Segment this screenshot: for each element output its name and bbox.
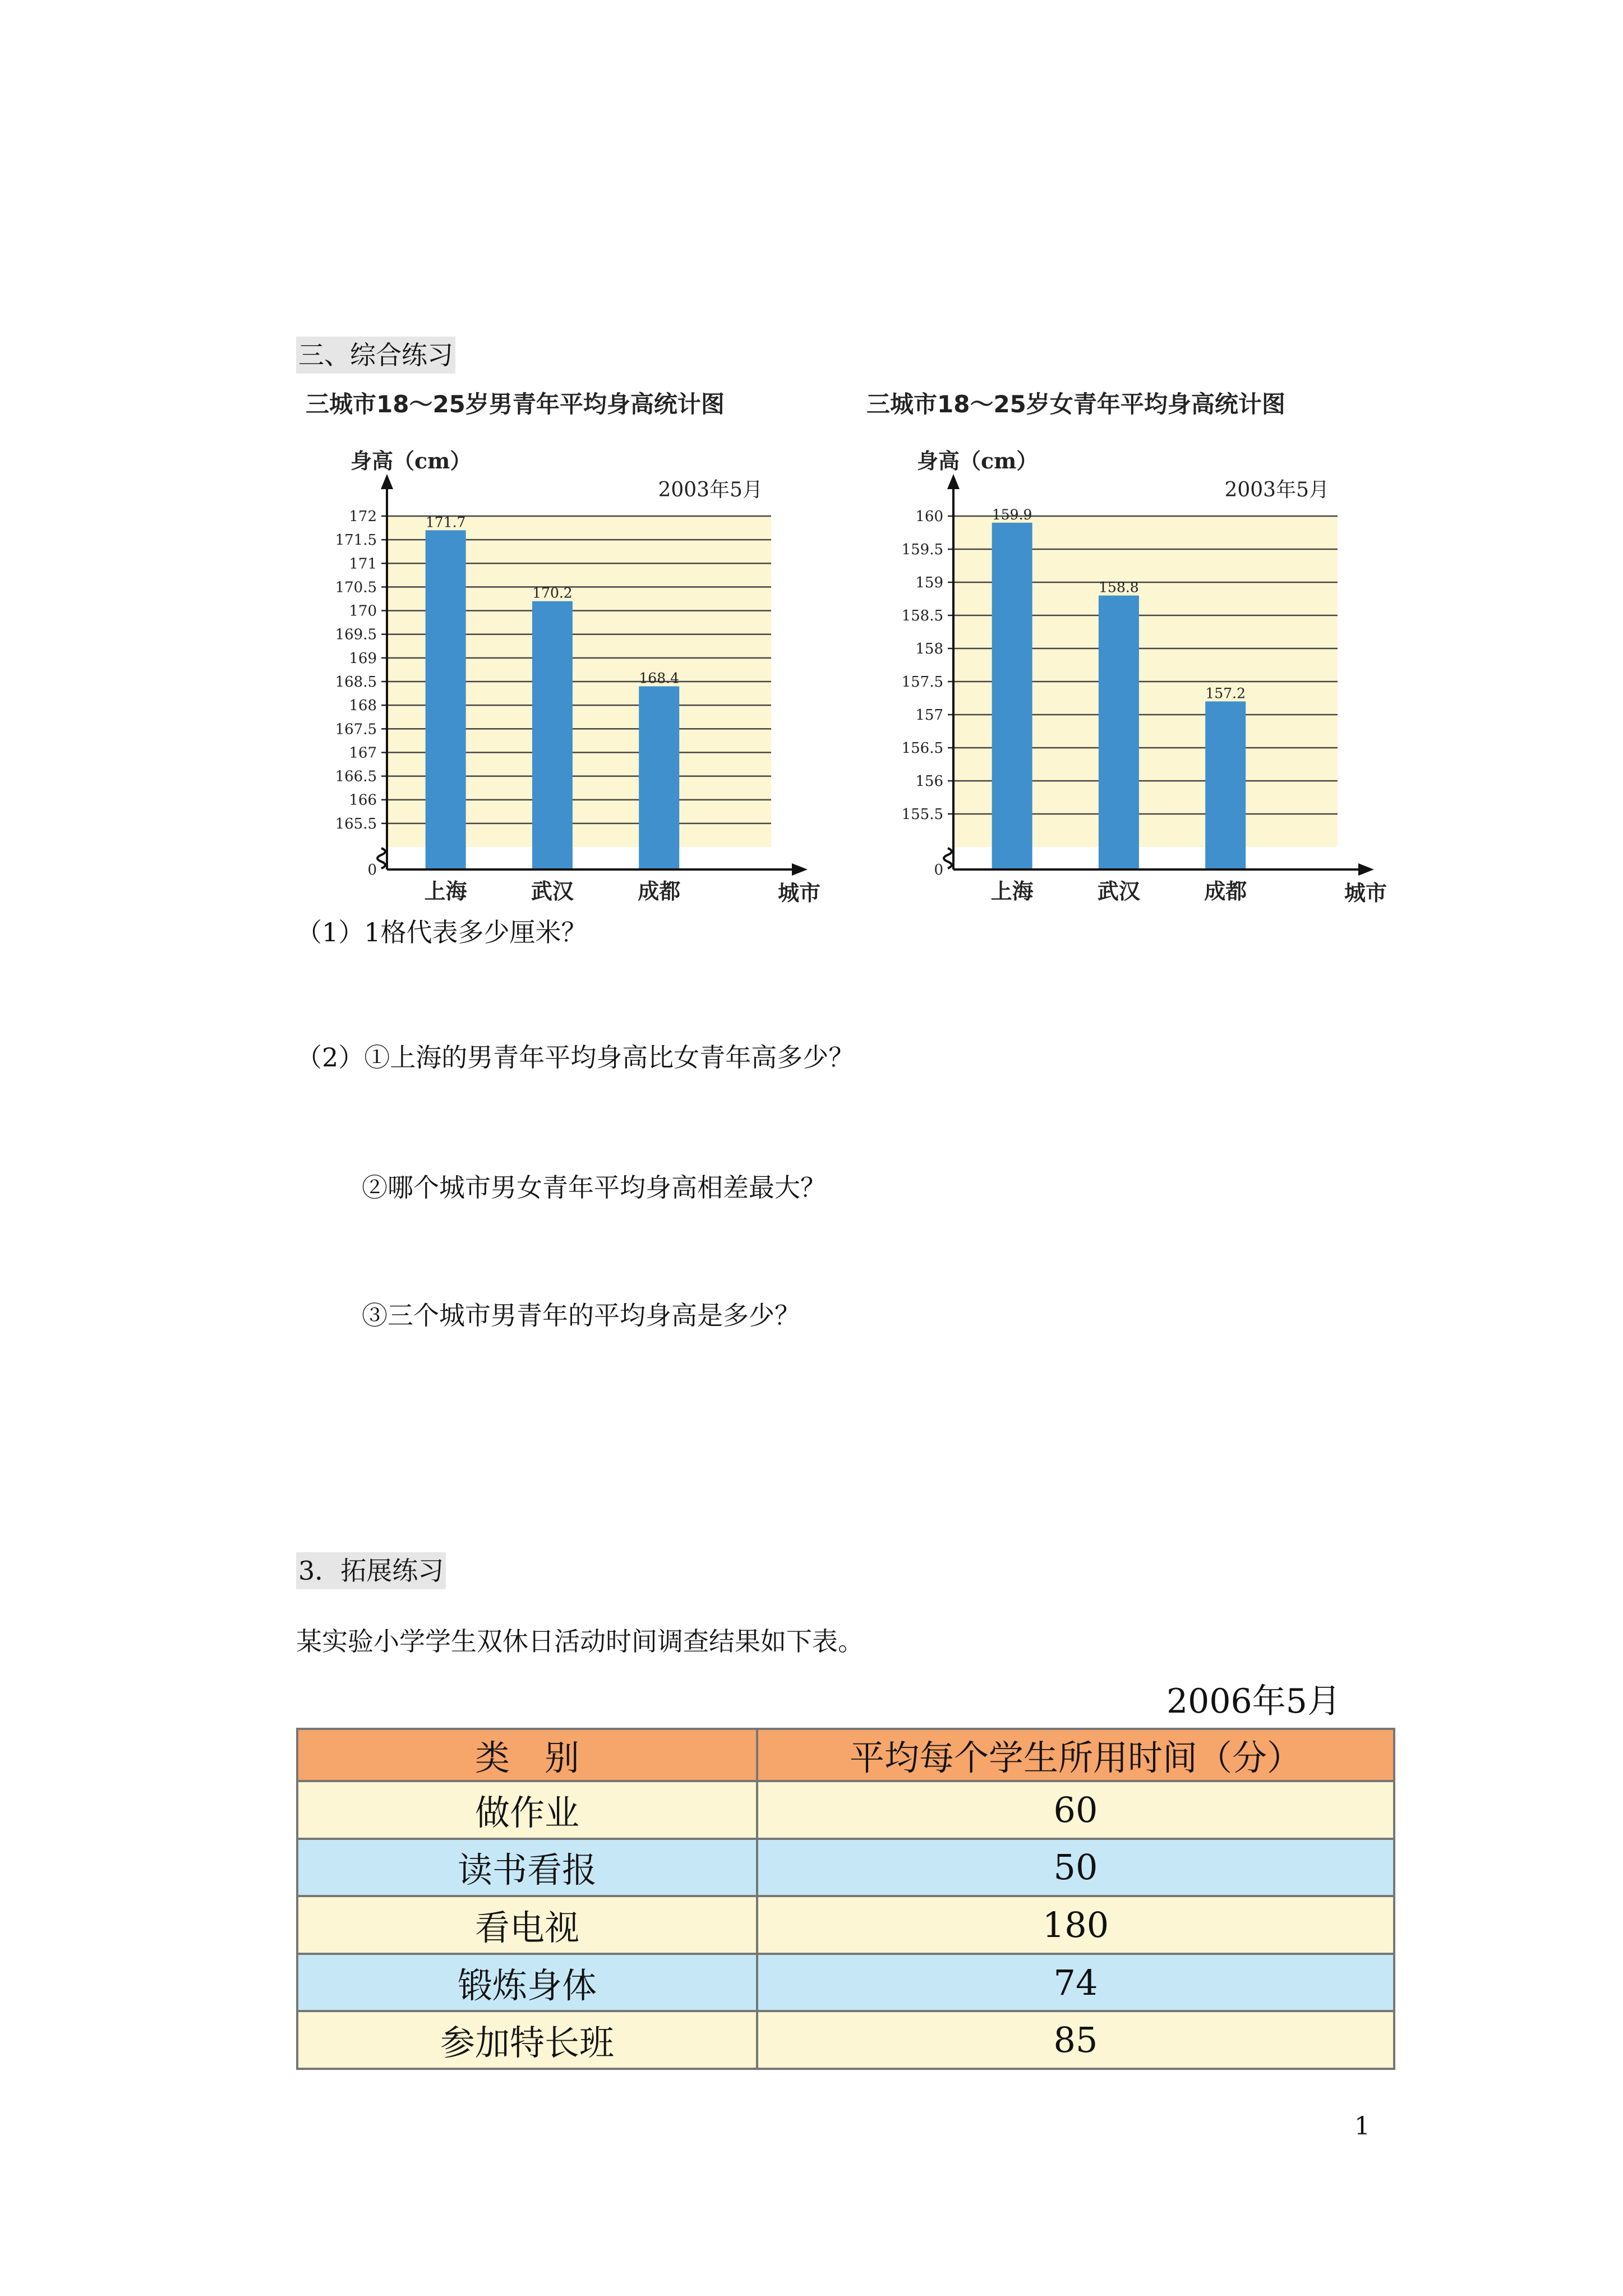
table-header-row bbox=[297, 1729, 1394, 1781]
header-category: 类 别 bbox=[297, 1729, 757, 1781]
row-time: 180 bbox=[757, 1896, 1394, 1954]
x-axis-label: 城市 bbox=[1344, 880, 1387, 905]
y-tick-label: 157 bbox=[915, 707, 943, 724]
x-axis-label: 城市 bbox=[777, 880, 821, 905]
y-tick-label: 172 bbox=[349, 508, 377, 525]
x-tick-label: 上海 bbox=[990, 878, 1034, 904]
question-1: （1）1格代表多少厘米？ bbox=[296, 917, 587, 947]
activity-time-table bbox=[296, 1728, 1395, 2070]
bar bbox=[639, 686, 679, 869]
row-category: 锻炼身体 bbox=[297, 1954, 757, 2012]
axis-break bbox=[377, 848, 385, 868]
chart-subtitle: 2003年5月 bbox=[1224, 478, 1329, 501]
row-category: 看电视 bbox=[297, 1896, 757, 1954]
bar bbox=[1099, 596, 1139, 869]
bar bbox=[532, 601, 573, 869]
y-tick-label-zero: 0 bbox=[934, 862, 943, 878]
y-tick-label: 166.5 bbox=[335, 768, 377, 785]
chart-male-heights bbox=[297, 426, 830, 909]
chart-title-female: 三城市18～25岁女青年平均身高统计图 bbox=[866, 390, 1285, 418]
y-tick-label: 160 bbox=[915, 508, 943, 525]
y-tick-label: 155.5 bbox=[901, 806, 943, 823]
y-tick-label: 170 bbox=[349, 602, 377, 620]
y-tick-label: 171.5 bbox=[335, 532, 377, 549]
y-tick-label: 167.5 bbox=[335, 721, 377, 738]
y-tick-label: 167 bbox=[349, 744, 377, 762]
y-axis-arrow bbox=[381, 474, 393, 489]
y-tick-label: 158.5 bbox=[901, 608, 943, 624]
y-tick-label: 168.5 bbox=[335, 674, 377, 691]
y-tick-label: 159.5 bbox=[901, 541, 943, 558]
row-category: 做作业 bbox=[297, 1781, 757, 1839]
row-time: 74 bbox=[757, 1954, 1394, 2012]
y-tick-label: 156 bbox=[915, 773, 943, 790]
y-tick-label: 165.5 bbox=[335, 815, 377, 832]
table-date: 2006年5月 bbox=[1166, 1682, 1341, 1721]
bar bbox=[992, 523, 1032, 869]
bar bbox=[1205, 701, 1246, 869]
y-tick-label-zero: 0 bbox=[367, 862, 377, 878]
x-axis-arrow bbox=[792, 863, 808, 876]
section-heading-extension: 3．拓展练习 bbox=[296, 1552, 446, 1589]
y-tick-label: 170.5 bbox=[335, 579, 377, 596]
x-axis-arrow bbox=[1358, 863, 1374, 876]
data-label: 171.7 bbox=[425, 514, 466, 531]
row-time: 50 bbox=[757, 1839, 1394, 1897]
y-tick-label: 159 bbox=[915, 574, 943, 591]
chart-title-male: 三城市18～25岁男青年平均身高统计图 bbox=[306, 390, 725, 418]
header-time: 平均每个学生所用时间（分） bbox=[757, 1729, 1394, 1781]
chart-subtitle: 2003年5月 bbox=[658, 478, 763, 501]
y-axis-label: 身高（cm） bbox=[917, 448, 1038, 473]
y-tick-label: 169.5 bbox=[335, 626, 377, 643]
row-time: 85 bbox=[757, 2011, 1394, 2069]
x-tick-label: 成都 bbox=[638, 878, 681, 904]
data-label: 159.9 bbox=[992, 506, 1032, 523]
table-row bbox=[297, 2011, 1394, 2069]
table-row bbox=[297, 1954, 1394, 2012]
row-time: 60 bbox=[757, 1781, 1394, 1839]
extension-intro: 某实验小学学生双休日活动时间调查结果如下表。 bbox=[296, 1626, 864, 1657]
y-tick-label: 168 bbox=[349, 697, 377, 715]
y-tick-label: 169 bbox=[349, 650, 377, 667]
y-tick-label: 171 bbox=[349, 555, 377, 573]
x-tick-label: 成都 bbox=[1204, 878, 1247, 904]
y-tick-label: 158 bbox=[915, 641, 943, 657]
table-row bbox=[297, 1781, 1394, 1839]
y-tick-label: 166 bbox=[349, 792, 377, 809]
x-tick-label: 武汉 bbox=[531, 878, 574, 904]
y-axis-arrow bbox=[947, 474, 960, 489]
data-label: 157.2 bbox=[1205, 685, 1246, 702]
row-category: 参加特长班 bbox=[297, 2011, 757, 2069]
page-number: 1 bbox=[1354, 2112, 1370, 2141]
data-label: 170.2 bbox=[532, 585, 573, 601]
question-2-3: ③三个城市男青年的平均身高是多少？ bbox=[362, 1300, 800, 1331]
question-2-1: （2）①上海的男青年平均身高比女青年高多少？ bbox=[296, 1042, 855, 1073]
y-tick-label: 156.5 bbox=[901, 740, 943, 757]
x-tick-label: 上海 bbox=[424, 878, 467, 904]
y-axis-label: 身高（cm） bbox=[351, 448, 472, 473]
question-2-2: ②哪个城市男女青年平均身高相差最大？ bbox=[362, 1172, 826, 1203]
data-label: 168.4 bbox=[639, 670, 679, 687]
y-tick-label: 157.5 bbox=[901, 674, 943, 691]
row-category: 读书看报 bbox=[297, 1839, 757, 1897]
x-tick-label: 武汉 bbox=[1097, 878, 1140, 904]
chart-female-heights bbox=[864, 426, 1396, 909]
data-label: 158.8 bbox=[1099, 579, 1139, 596]
bar bbox=[426, 530, 466, 869]
axis-break bbox=[944, 848, 952, 868]
table-row bbox=[297, 1896, 1394, 1954]
section-heading-comprehensive: 三、综合练习 bbox=[296, 337, 455, 374]
table-row bbox=[297, 1839, 1394, 1897]
